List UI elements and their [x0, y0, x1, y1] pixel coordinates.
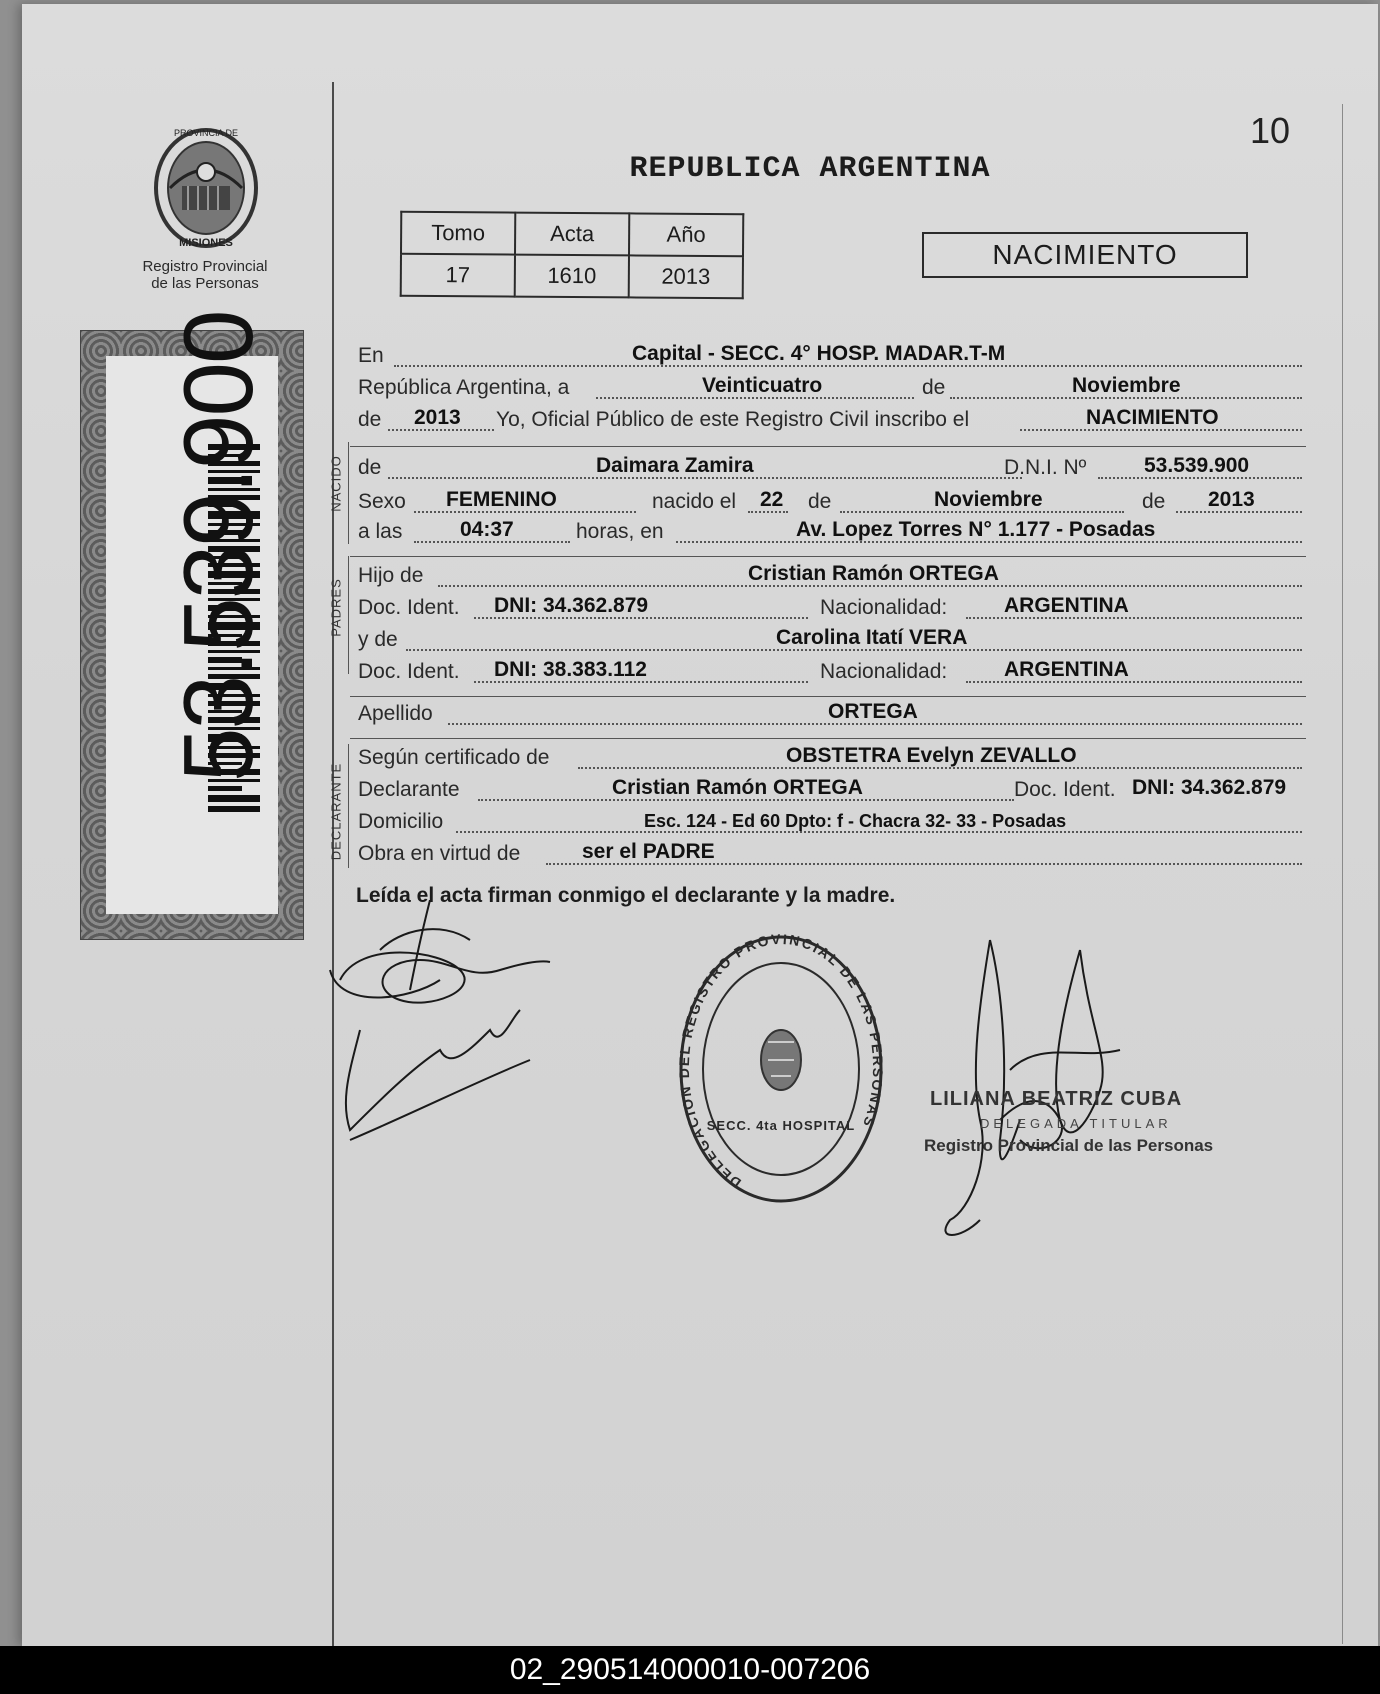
line-domicilio: [356, 806, 1302, 836]
obra-value: ser el PADRE: [582, 840, 715, 863]
doc1-label: Doc. Ident.: [358, 596, 460, 619]
doc2-value: DNI: 38.383.112: [494, 658, 647, 681]
svg-text:DELEGACION DEL REGISTRO PROVIN: DELEGACION DEL REGISTRO PROVINCIAL DE LAS PERSONAS: [676, 930, 886, 1192]
line-yde: [356, 624, 1302, 654]
birth-year-value: 2013: [1208, 488, 1255, 511]
apellido-value: ORTEGA: [828, 700, 918, 723]
month-value: Noviembre: [1072, 374, 1181, 397]
horas-label: horas, en: [576, 520, 664, 543]
nombre-value: Daimara Zamira: [596, 454, 754, 477]
declarante-value: Cristian Ramón ORTEGA: [612, 776, 863, 799]
hora-label: a las: [358, 520, 403, 543]
section-bar-declarante: [348, 744, 349, 868]
separator-nacido-top: [350, 446, 1306, 447]
nac2-label: Nacionalidad:: [820, 660, 948, 683]
madre-value: Carolina Itatí VERA: [776, 626, 968, 649]
separator-declarante-top: [350, 738, 1306, 739]
registry-label: [112, 258, 298, 292]
year-value: 2013: [414, 406, 461, 429]
acta-value-tomo: 17: [401, 254, 515, 297]
dni-label: D.N.I. Nº: [1004, 456, 1087, 479]
acta-header-tomo: Tomo: [401, 212, 515, 255]
birth-month-value: Noviembre: [934, 488, 1043, 511]
section-bar-padres: [348, 556, 349, 674]
inscribo-value: NACIMIENTO: [1086, 406, 1219, 429]
official-title: DELEGADA TITULAR: [980, 1116, 1172, 1131]
declarant-signatures: [320, 900, 560, 1160]
separator-padres-top: [350, 556, 1306, 557]
right-margin-rule: [1342, 104, 1343, 1644]
line-inscribo: [356, 404, 1302, 434]
dni-value: 53.539.900: [1144, 454, 1250, 477]
official-stamp: [676, 930, 886, 1208]
day-words-value: Veinticuatro: [702, 374, 823, 397]
nacido-label: nacido el: [652, 490, 737, 513]
certificado-label: Según certificado de: [358, 746, 550, 769]
domicilio-label: Domicilio: [358, 810, 444, 833]
yde-label: y de: [358, 628, 398, 651]
section-label-nacido: NACIDO: [328, 455, 344, 512]
acta-header-acta: Acta: [515, 213, 629, 256]
doc-decl-label: Doc. Ident.: [1014, 778, 1116, 801]
doc1-value: DNI: 34.362.879: [494, 594, 649, 617]
apellido-label: Apellido: [358, 702, 433, 725]
official-name: LILIANA BEATRIZ CUBA: [930, 1088, 1183, 1110]
line-hora: [356, 516, 1302, 546]
page-number: 10: [1250, 110, 1291, 151]
line-certificado: [356, 742, 1302, 772]
lugar-value: Av. Lopez Torres N° 1.177 - Posadas: [796, 518, 1156, 541]
official-registry: Registro Provincial de las Personas: [924, 1136, 1214, 1155]
nombre-label: de: [358, 456, 382, 479]
doc-decl-value: DNI: 34.362.879: [1132, 776, 1287, 799]
svg-text:SECC. 4ta HOSPITAL: SECC. 4ta HOSPITAL: [706, 1118, 856, 1133]
line-hijo: [356, 560, 1302, 590]
acta-header-row: [401, 212, 743, 256]
birth-de-label: de: [808, 490, 832, 513]
closing-statement: Leída el acta firman conmigo el declarante y la madre.: [356, 884, 896, 907]
sexo-label: Sexo: [358, 490, 406, 513]
document-title: REPUBLICA ARGENTINA: [629, 152, 991, 186]
section-label-padres: PADRES: [328, 578, 344, 637]
line-doc2: [356, 656, 1302, 686]
domicilio-value: Esc. 124 - Ed 60 Dpto: f - Chacra 32- 33 - Posadas: [644, 811, 1067, 831]
line-obra: [356, 838, 1302, 868]
line-en: [356, 340, 1302, 370]
acta-value-acta: 1610: [515, 255, 629, 298]
acta-value-anio: 2013: [629, 255, 743, 298]
svg-text:MISIONES: MISIONES: [179, 237, 233, 249]
nac1-label: Nacionalidad:: [820, 596, 948, 619]
line-nombre: [356, 452, 1302, 482]
nac2-value: ARGENTINA: [1004, 658, 1129, 681]
birth-year-label: de: [1142, 490, 1166, 513]
separator-apellido-top: [350, 696, 1306, 697]
sexo-value: FEMENINO: [446, 488, 557, 511]
acta-value-row: [401, 254, 743, 298]
republica-label: República Argentina, a: [358, 376, 570, 399]
nac1-value: ARGENTINA: [1004, 594, 1129, 617]
inscribo-text: Yo, Oficial Público de este Registro Civil inscribo el: [496, 408, 970, 431]
scan-footer-code: 02_290514000010-007206: [0, 1646, 1380, 1694]
barcode: [208, 444, 260, 814]
padre-value: Cristian Ramón ORTEGA: [748, 562, 999, 585]
obra-label: Obra en virtud de: [358, 842, 521, 865]
certificado-value: OBSTETRA Evelyn ZEVALLO: [786, 744, 1077, 767]
hora-value: 04:37: [460, 518, 514, 541]
line-doc1: [356, 592, 1302, 622]
official-signature: [940, 920, 1160, 1250]
document-type-box: NACIMIENTO: [922, 232, 1248, 278]
registry-label-line1: Registro Provincial: [142, 258, 268, 275]
declarante-label: Declarante: [358, 778, 460, 801]
hijo-label: Hijo de: [358, 564, 424, 587]
line-declarante: [356, 774, 1302, 804]
registry-label-line2: de las Personas: [151, 275, 259, 292]
line-sexo: [356, 486, 1302, 516]
acta-table: [400, 211, 745, 299]
en-label: En: [358, 344, 384, 367]
line-republica: [356, 372, 1302, 402]
section-bar-nacido: [348, 442, 349, 544]
section-label-declarante: DECLARANTE: [328, 762, 344, 861]
line-apellido: [356, 698, 1302, 728]
svg-text:PROVINCIA DE: PROVINCIA DE: [173, 128, 239, 138]
acta-header-anio: Año: [629, 213, 743, 256]
province-crest: [148, 122, 264, 252]
birth-day-value: 22: [760, 488, 784, 511]
year-label: de: [358, 408, 382, 431]
de-label: de: [922, 376, 946, 399]
doc2-label: Doc. Ident.: [358, 660, 460, 683]
place-value: Capital - SECC. 4° HOSP. MADAR.T-M: [632, 342, 1006, 365]
